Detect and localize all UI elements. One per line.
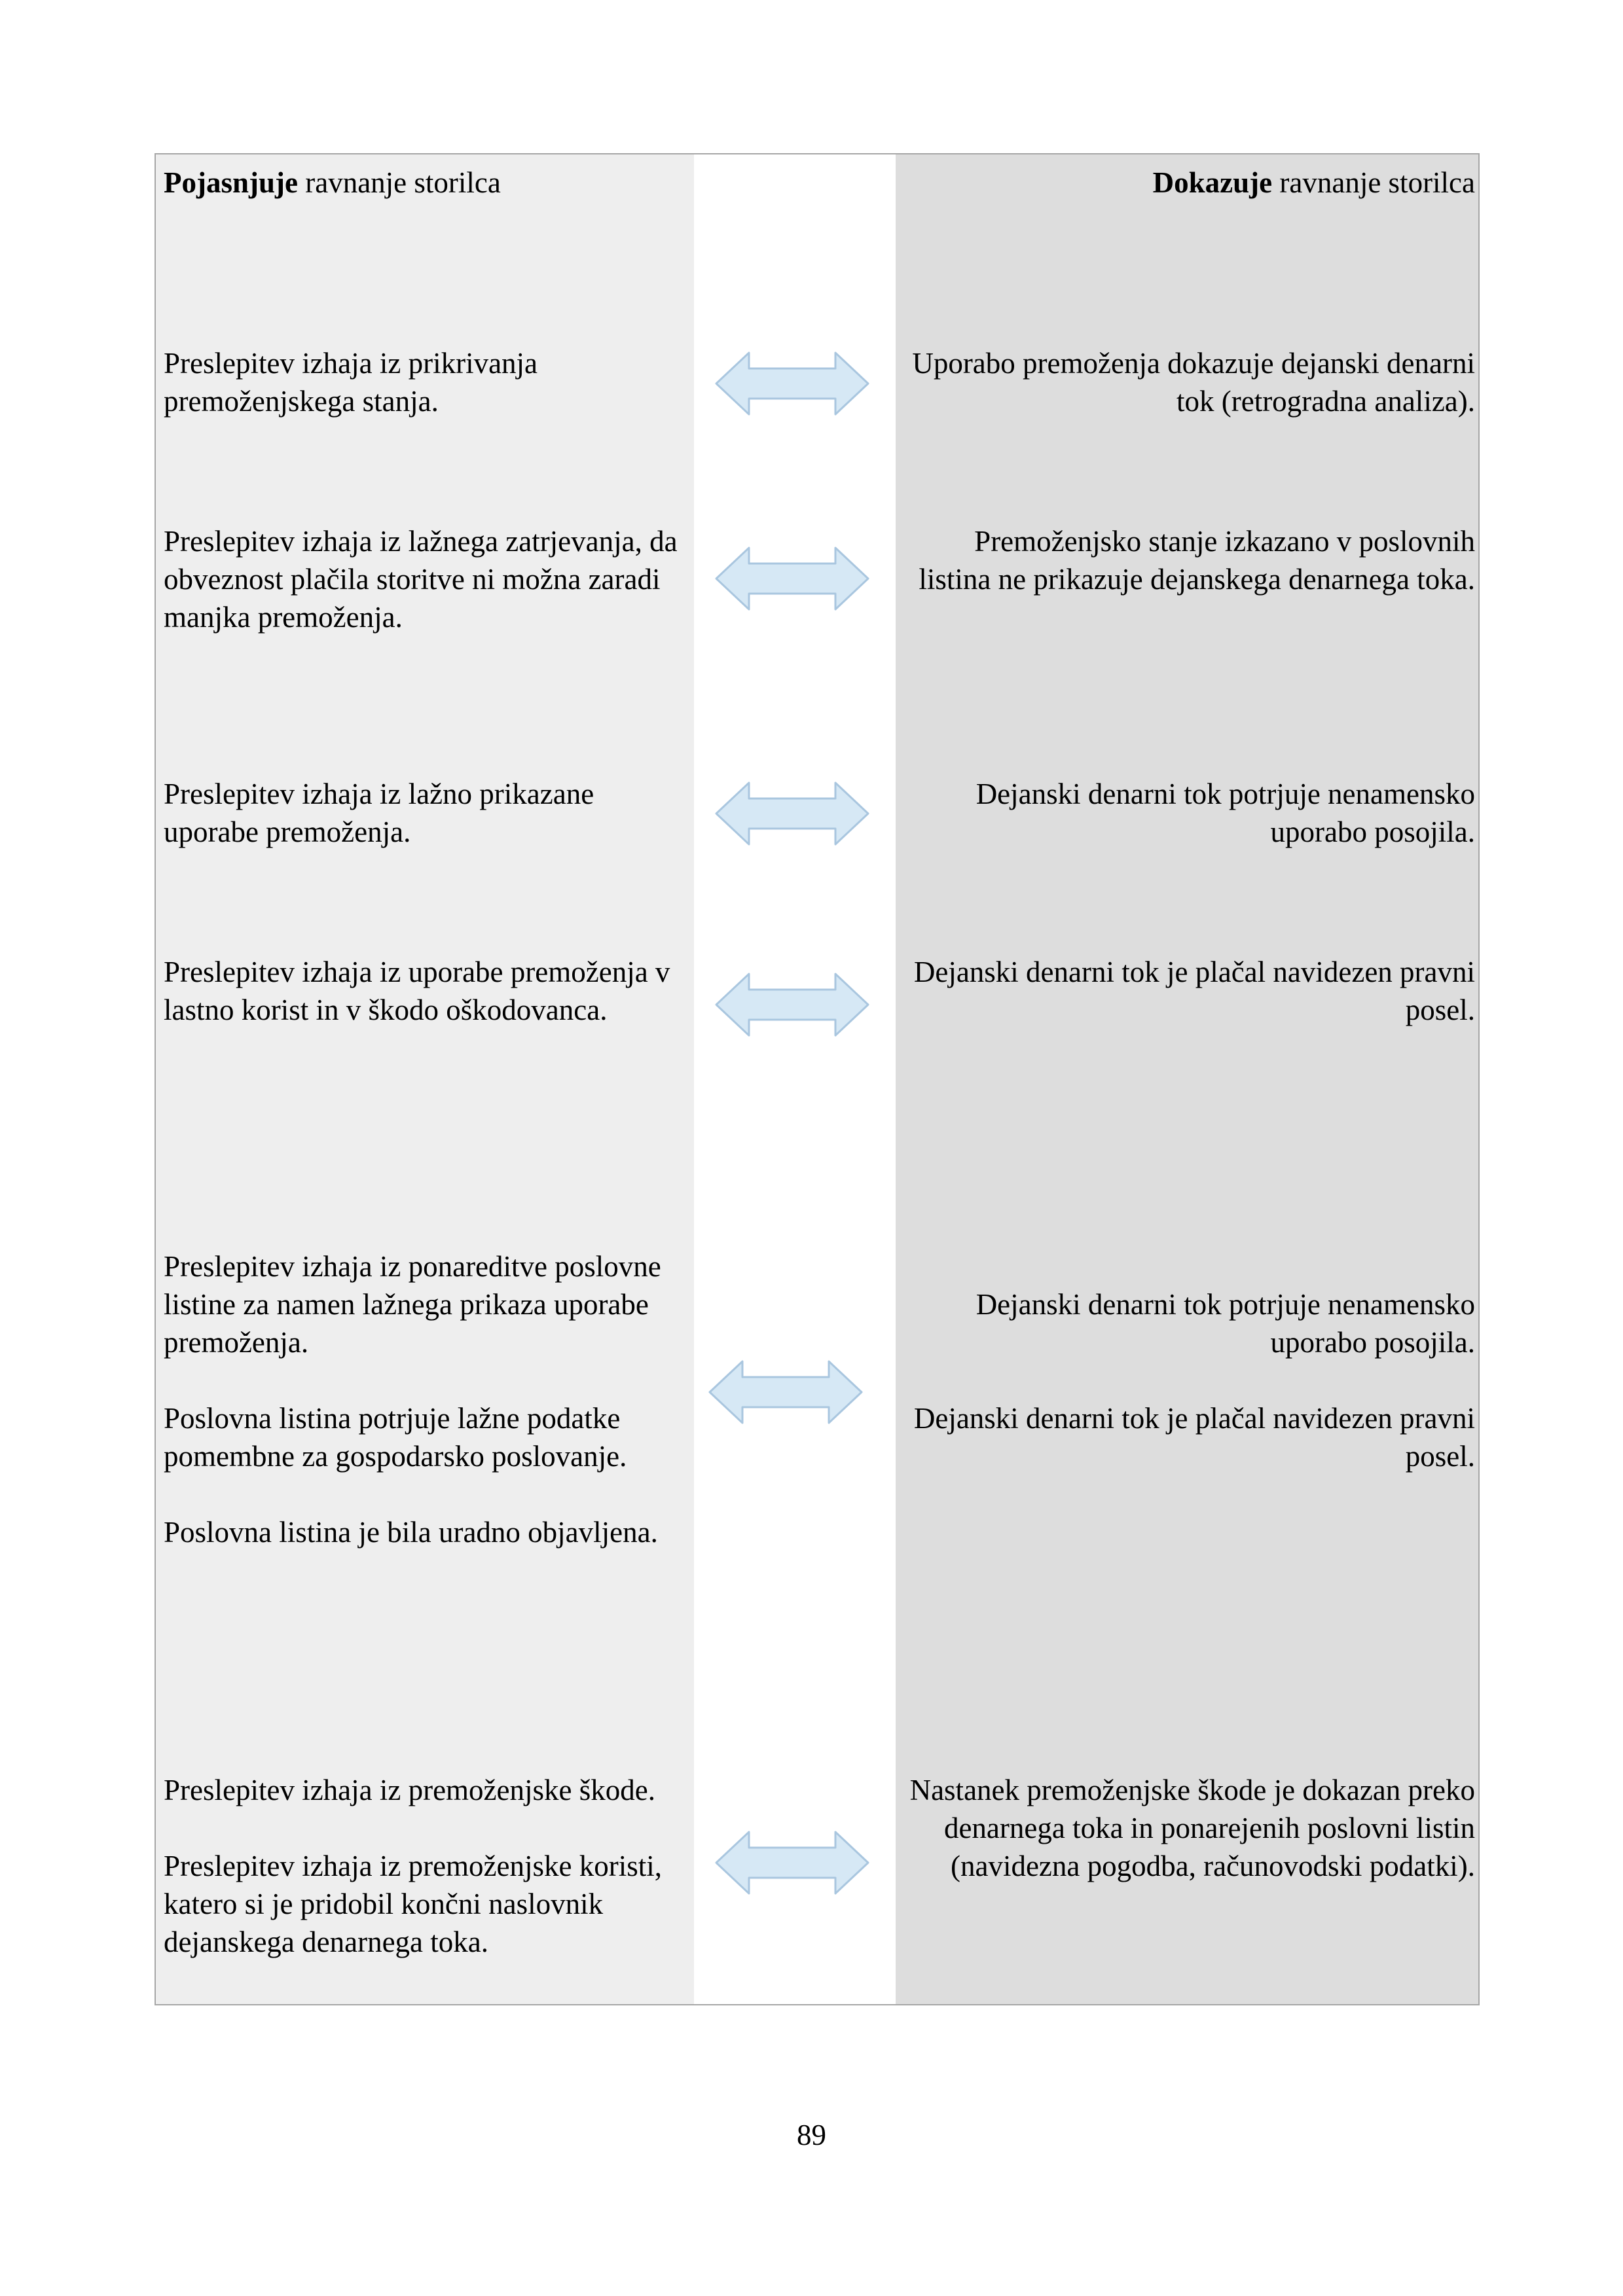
row-2-right-paragraph-1: Premoženjsko stanje izkazano v poslovnih listina ne prikazuje dejanskega denarnega toka. [919, 525, 1475, 596]
row-5-right [905, 1285, 1475, 1475]
row-3-right [905, 775, 1475, 851]
row-6-left-paragraph-2: Preslepitev izhaja iz premoženjske koristi, katero si je pridobil končni naslovnik dejanskega denarnega toka. [164, 1850, 663, 1958]
left-heading-rest: ravnanje storilca [297, 166, 501, 199]
left-column-heading [164, 164, 687, 202]
right-column [896, 154, 1478, 2004]
right-column-heading [905, 164, 1475, 202]
row-5-left-paragraph-3: Poslovna listina je bila uradno objavljena. [164, 1516, 658, 1549]
row-2-left [164, 522, 687, 636]
row-4-right [905, 953, 1475, 1029]
row-6-left [164, 1771, 687, 1961]
row-4-left-paragraph-1: Preslepitev izhaja iz uporabe premoženja v lastno korist in v škodo oškodovanca. [164, 956, 670, 1026]
right-heading-bold: Dokazuje [1152, 166, 1273, 199]
row-1-left [164, 344, 687, 420]
row-5-left-paragraph-2: Poslovna listina potrjuje lažne podatke pomembne za gospodarsko poslovanje. [164, 1402, 627, 1473]
double-headed-arrow-icon [715, 973, 869, 1037]
row-3-left-paragraph-1: Preslepitev izhaja iz lažno prikazane uporabe premoženja. [164, 778, 594, 848]
row-3-right-paragraph-1: Dejanski denarni tok potrjuje nenamensko uporabo posojila. [976, 778, 1475, 848]
double-headed-arrow-icon [715, 1831, 869, 1895]
double-headed-arrow-icon [715, 547, 869, 611]
row-1-left-paragraph-1: Preslepitev izhaja iz prikrivanja premoženjskega stanja. [164, 347, 538, 418]
row-1-right [905, 344, 1475, 420]
right-heading-rest: ravnanje storilca [1272, 166, 1475, 199]
row-1-right-paragraph-1: Uporabo premoženja dokazuje dejanski denarni tok (retrogradna analiza). [912, 347, 1475, 418]
row-4-left [164, 953, 687, 1029]
row-5-left [164, 1247, 687, 1551]
row-5-right-paragraph-1: Dejanski denarni tok potrjuje nenamensko uporabo posojila. [976, 1288, 1475, 1359]
row-5-left-paragraph-1: Preslepitev izhaja iz ponareditve poslovne listine za namen lažnega prikaza uporabe premoženja. [164, 1250, 661, 1359]
left-column [156, 154, 694, 2004]
left-heading-bold: Pojasnjuje [164, 166, 298, 199]
double-headed-arrow-icon [715, 351, 869, 416]
double-headed-arrow-icon [708, 1360, 863, 1424]
row-3-left [164, 775, 687, 851]
page-number: 89 [797, 2119, 826, 2151]
double-headed-arrow-icon [715, 781, 869, 846]
row-6-left-paragraph-1: Preslepitev izhaja iz premoženjske škode. [164, 1774, 655, 1806]
row-5-right-paragraph-2: Dejanski denarni tok je plačal navidezen pravni posel. [913, 1402, 1475, 1473]
row-6-right-paragraph-1: Nastanek premoženjske škode je dokazan preko denarnega toka in ponarejenih poslovni listin (navidezna pogodba, računovodski podatki). [909, 1774, 1475, 1882]
row-4-right-paragraph-1: Dejanski denarni tok je plačal navidezen pravni posel. [913, 956, 1475, 1026]
row-6-right [905, 1771, 1475, 1885]
row-2-left-paragraph-1: Preslepitev izhaja iz lažnega zatrjevanja, da obveznost plačila storitve ni možna zaradi manjka premoženja. [164, 525, 678, 634]
row-2-right [905, 522, 1475, 598]
